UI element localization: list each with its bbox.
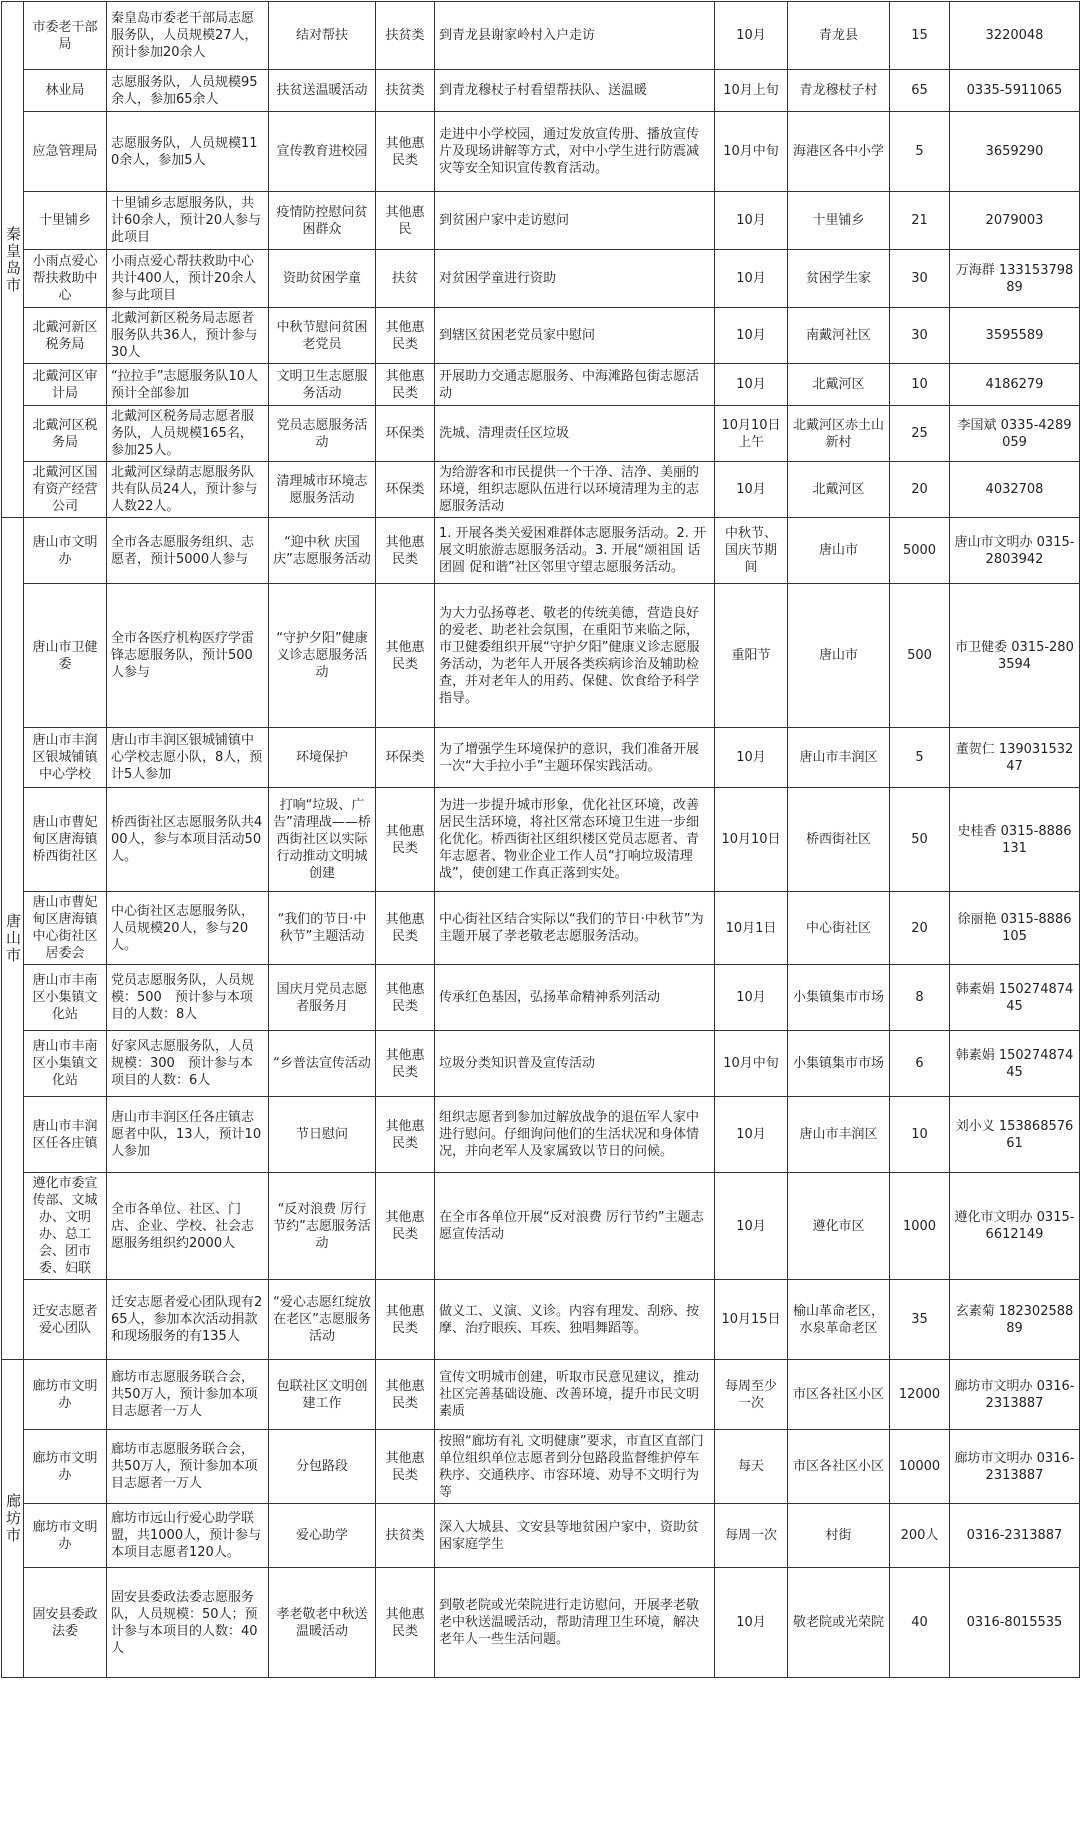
team-cell: 志愿服务队，人员规模110余人，参加5人 (107, 112, 269, 192)
type-cell: 其他惠民类 (376, 1097, 435, 1173)
place-cell: 榆山革命老区，水泉革命老区 (788, 1280, 890, 1360)
count-cell: 30 (890, 308, 950, 364)
contact-cell: 0316-2313887 (950, 1504, 1080, 1568)
count-cell: 50 (890, 788, 950, 892)
place-cell: 唐山市丰润区 (788, 1097, 890, 1173)
time-cell: 10月 (715, 1568, 788, 1678)
time-cell: 10月上旬 (715, 70, 788, 112)
team-cell: 北戴河区绿荫志愿服务队共有队员24人，预计参与人数22人。 (107, 462, 269, 518)
time-cell: 10月 (715, 1097, 788, 1173)
type-cell: 其他惠民类 (376, 788, 435, 892)
org-cell: 遵化市委宣传部、文城办、文明办、总工会、团市委、妇联 (24, 1173, 107, 1280)
time-cell: 10月 (715, 364, 788, 406)
table-row (2, 1430, 1080, 1504)
project-cell: 包联社区文明创建工作 (269, 1360, 376, 1430)
org-cell: 固安县委政法委 (24, 1568, 107, 1678)
type-cell: 其他惠民类 (376, 1430, 435, 1504)
team-cell: 固安县委政法委志愿服务队，人员规模：50人；预计参与本项目的人数：40人 (107, 1568, 269, 1678)
place-cell: 市区各社区小区 (788, 1430, 890, 1504)
contact-cell: 史桂香 0315-8886131 (950, 788, 1080, 892)
contact-cell: 3595589 (950, 308, 1080, 364)
content-cell: 为大力弘扬尊老、敬老的传统美德，营造良好的爱老、助老社会氛围，在重阳节来临之际，市卫健委组织开展“守护夕阳”健康义诊志愿服务活动，为老年人开展各类疾病诊治及辅助检查，并对老年人的用药、保健、饮食给予科学指导。 (435, 584, 715, 728)
org-cell: 林业局 (24, 70, 107, 112)
table-row (2, 70, 1080, 112)
team-cell: 迁安志愿者爱心团队现有265人，参加本次活动捐款和现场服务的有135人 (107, 1280, 269, 1360)
content-cell: 1. 开展各类关爱困难群体志愿服务活动。2. 开展文明旅游志愿服务活动。3. 开展“颂祖国 话团圆 促和谐”社区邻里守望志愿服务活动。 (435, 518, 715, 584)
org-cell: 唐山市曹妃甸区唐海镇中心街社区居委会 (24, 892, 107, 965)
contact-cell: 3659290 (950, 112, 1080, 192)
contact-cell: 韩素娟 15027487445 (950, 1031, 1080, 1097)
type-cell: 其他惠民类 (376, 1568, 435, 1678)
org-cell: 唐山市卫健委 (24, 584, 107, 728)
place-cell: 小集镇集市市场 (788, 1031, 890, 1097)
org-cell: 唐山市丰润区银城铺镇中心学校 (24, 728, 107, 788)
project-cell: 疫情防控慰问贫困群众 (269, 192, 376, 250)
count-cell: 1000 (890, 1173, 950, 1280)
team-cell: 好家风志愿服务队，人员规模：300 预计参与本项目的人数：6人 (107, 1031, 269, 1097)
table-row (2, 518, 1080, 584)
table-row (2, 728, 1080, 788)
contact-cell: 0316-8015535 (950, 1568, 1080, 1678)
org-cell: 十里铺乡 (24, 192, 107, 250)
count-cell: 10 (890, 1097, 950, 1173)
count-cell: 200人 (890, 1504, 950, 1568)
place-cell: 青龙县 (788, 2, 890, 70)
project-cell: 爱心助学 (269, 1504, 376, 1568)
table-row (2, 1031, 1080, 1097)
org-cell: 市委老干部局 (24, 2, 107, 70)
team-cell: 廊坊市远山行爱心助学联盟，共1000人，预计参与本项目志愿者120人。 (107, 1504, 269, 1568)
team-cell: 唐山市丰润区任各庄镇志愿者中队，13人，预计10人参加 (107, 1097, 269, 1173)
contact-cell: 韩素娟 15027487445 (950, 965, 1080, 1031)
type-cell: 环保类 (376, 462, 435, 518)
type-cell: 其他惠民类 (376, 364, 435, 406)
content-cell: 为给游客和市民提供一个干净、洁净、美丽的环境，组织志愿队伍进行以环境清理为主的志愿服务活动 (435, 462, 715, 518)
time-cell: 10月1日 (715, 892, 788, 965)
org-cell: 唐山市曹妃甸区唐海镇桥西街社区 (24, 788, 107, 892)
time-cell: 每周至少一次 (715, 1360, 788, 1430)
table-row (2, 892, 1080, 965)
project-cell: 中秋节慰问贫困老党员 (269, 308, 376, 364)
city-cell: 秦皇岛市 (2, 2, 24, 518)
project-cell: “爱心志愿红绽放在老区”志愿服务活动 (269, 1280, 376, 1360)
type-cell: 扶贫类 (376, 2, 435, 70)
contact-cell: 4032708 (950, 462, 1080, 518)
type-cell: 扶贫 (376, 250, 435, 308)
contact-cell: 廊坊市文明办 0316-2313887 (950, 1430, 1080, 1504)
table-row (2, 965, 1080, 1031)
time-cell: 中秋节、国庆节期间 (715, 518, 788, 584)
time-cell: 10月中旬 (715, 112, 788, 192)
time-cell: 10月10日上午 (715, 406, 788, 462)
time-cell: 每周一次 (715, 1504, 788, 1568)
contact-cell: 玄素菊 18230258889 (950, 1280, 1080, 1360)
type-cell: 环保类 (376, 728, 435, 788)
type-cell: 其他惠民类 (376, 518, 435, 584)
count-cell: 10000 (890, 1430, 950, 1504)
content-cell: 组织志愿者到参加过解放战争的退伍军人家中进行慰问。仔细询问他们的生活状况和身体情况，并向老军人及家属致以节日的问候。 (435, 1097, 715, 1173)
team-cell: 全市各单位、社区、门店、企业、学校、社会志愿服务组织约2000人 (107, 1173, 269, 1280)
table-row (2, 192, 1080, 250)
count-cell: 15 (890, 2, 950, 70)
contact-cell: 徐丽艳 0315-8886105 (950, 892, 1080, 965)
count-cell: 12000 (890, 1360, 950, 1430)
place-cell: 十里铺乡 (788, 192, 890, 250)
project-cell: 结对帮扶 (269, 2, 376, 70)
count-cell: 6 (890, 1031, 950, 1097)
type-cell: 环保类 (376, 406, 435, 462)
type-cell: 扶贫类 (376, 70, 435, 112)
type-cell: 扶贫类 (376, 1504, 435, 1568)
place-cell: 遵化市区 (788, 1173, 890, 1280)
team-cell: 十里铺乡志愿服务队，共计60余人，预计20人参与此项目 (107, 192, 269, 250)
project-cell: 党员志愿服务活动 (269, 406, 376, 462)
org-cell: 北戴河区税务局 (24, 406, 107, 462)
contact-cell: 刘小义 15386857661 (950, 1097, 1080, 1173)
table-row (2, 308, 1080, 364)
time-cell: 10月 (715, 250, 788, 308)
content-cell: 按照“廊坊有礼 文明健康”要求，市直区直部门单位组织单位志愿者到分包路段监督维护停车秩序、交通秩序、市容环境、劝导不文明行为等 (435, 1430, 715, 1504)
org-cell: 迁安志愿者爱心团队 (24, 1280, 107, 1360)
contact-cell: 遵化市文明办 0315-6612149 (950, 1173, 1080, 1280)
team-cell: 中心街社区志愿服务队，人员规模20人，参与20人。 (107, 892, 269, 965)
content-cell: 中心街社区结合实际以“我们的节日·中秋节”为主题开展了孝老敬老志愿服务活动。 (435, 892, 715, 965)
project-cell: 孝老敬老中秋送温暖活动 (269, 1568, 376, 1678)
place-cell: 唐山市 (788, 584, 890, 728)
project-cell: 节日慰问 (269, 1097, 376, 1173)
table-row (2, 1568, 1080, 1678)
content-cell: 为进一步提升城市形象，优化社区环境，改善居民生活环境，将社区常态环境卫生进一步细化优化。桥西街社区组织楼区党员志愿者、青年志愿者、物业企业工作人员“打响垃圾清理战”，使创建工作真正落到实处。 (435, 788, 715, 892)
time-cell: 每天 (715, 1430, 788, 1504)
project-cell: “我们的节日·中秋节”主题活动 (269, 892, 376, 965)
content-cell: 开展助力交通志愿服务、中海滩路包街志愿活动 (435, 364, 715, 406)
org-cell: 唐山市丰南区小集镇文化站 (24, 1031, 107, 1097)
contact-cell: 2079003 (950, 192, 1080, 250)
contact-cell: 市卫健委 0315-2803594 (950, 584, 1080, 728)
org-cell: 唐山市丰润区任各庄镇 (24, 1097, 107, 1173)
team-cell: “拉拉手”志愿服务队10人预计全部参加 (107, 364, 269, 406)
contact-cell: 李国斌 0335-4289059 (950, 406, 1080, 462)
table-row (2, 462, 1080, 518)
team-cell: 党员志愿服务队，人员规模：500 预计参与本项目的人数：8人 (107, 965, 269, 1031)
time-cell: 10月 (715, 2, 788, 70)
team-cell: 廊坊市志愿服务联合会，共50万人，预计参加本项目志愿者一万人 (107, 1360, 269, 1430)
count-cell: 35 (890, 1280, 950, 1360)
time-cell: 10月中旬 (715, 1031, 788, 1097)
type-cell: 其他惠民类 (376, 112, 435, 192)
type-cell: 其他惠民类 (376, 892, 435, 965)
place-cell: 北戴河区赤土山新村 (788, 406, 890, 462)
type-cell: 其他惠民类 (376, 584, 435, 728)
content-cell: 为了增强学生环境保护的意识，我们准备开展一次“大手拉小手”主题环保实践活动。 (435, 728, 715, 788)
place-cell: 敬老院或光荣院 (788, 1568, 890, 1678)
project-cell: “乡普法宣传活动 (269, 1031, 376, 1097)
content-cell: 到敬老院或光荣院进行走访慰问，开展孝老敬老中秋送温暖活动，帮助清理卫生环境，解决老年人一些生活问题。 (435, 1568, 715, 1678)
place-cell: 唐山市 (788, 518, 890, 584)
content-cell: 到青龙县谢家岭村入户走访 (435, 2, 715, 70)
org-cell: 唐山市丰南区小集镇文化站 (24, 965, 107, 1031)
type-cell: 其他惠民类 (376, 1173, 435, 1280)
content-cell: 做义工、义演、义诊。内容有理发、刮痧、按摩、治疗眼疾、耳疾、独唱舞蹈等。 (435, 1280, 715, 1360)
place-cell: 小集镇集市市场 (788, 965, 890, 1031)
count-cell: 5000 (890, 518, 950, 584)
org-cell: 北戴河区审计局 (24, 364, 107, 406)
count-cell: 8 (890, 965, 950, 1031)
project-cell: 文明卫生志愿服务活动 (269, 364, 376, 406)
time-cell: 10月10日 (715, 788, 788, 892)
type-cell: 其他惠民类 (376, 1360, 435, 1430)
contact-cell: 廊坊市文明办 0316-2313887 (950, 1360, 1080, 1430)
content-cell: 深入大城县、文安县等地贫困户家中，资助贫困家庭学生 (435, 1504, 715, 1568)
team-cell: 北戴河新区税务局志愿者服务队共36人，预计参与30人 (107, 308, 269, 364)
city-cell: 廊坊市 (2, 1360, 24, 1678)
content-cell: 到辖区贫困老党员家中慰问 (435, 308, 715, 364)
count-cell: 5 (890, 728, 950, 788)
contact-cell: 万海群 13315379889 (950, 250, 1080, 308)
time-cell: 10月 (715, 462, 788, 518)
contact-cell: 3220048 (950, 2, 1080, 70)
table-row (2, 1173, 1080, 1280)
place-cell: 贫困学生家 (788, 250, 890, 308)
content-cell: 垃圾分类知识普及宣传活动 (435, 1031, 715, 1097)
org-cell: 北戴河新区税务局 (24, 308, 107, 364)
count-cell: 25 (890, 406, 950, 462)
count-cell: 30 (890, 250, 950, 308)
org-cell: 廊坊市文明办 (24, 1430, 107, 1504)
project-cell: “反对浪费 厉行节约”志愿服务活动 (269, 1173, 376, 1280)
place-cell: 唐山市丰润区 (788, 728, 890, 788)
place-cell: 中心街社区 (788, 892, 890, 965)
project-cell: 国庆月党员志愿者服务月 (269, 965, 376, 1031)
team-cell: 北戴河区税务局志愿者服务队，人员规模165名，参加25人。 (107, 406, 269, 462)
count-cell: 20 (890, 892, 950, 965)
table-row (2, 406, 1080, 462)
place-cell: 村街 (788, 1504, 890, 1568)
project-cell: 宣传教育进校园 (269, 112, 376, 192)
time-cell: 10月 (715, 1173, 788, 1280)
project-cell: 清理城市环境志愿服务活动 (269, 462, 376, 518)
table-row (2, 2, 1080, 70)
count-cell: 40 (890, 1568, 950, 1678)
team-cell: 小雨点爱心帮扶救助中心共计400人，预计20余人参与此项目 (107, 250, 269, 308)
type-cell: 其他惠民类 (376, 965, 435, 1031)
team-cell: 志愿服务队，人员规模95余人，参加65余人 (107, 70, 269, 112)
table-row (2, 1097, 1080, 1173)
team-cell: 廊坊市志愿服务联合会，共50万人，预计参加本项目志愿者一万人 (107, 1430, 269, 1504)
org-cell: 唐山市文明办 (24, 518, 107, 584)
org-cell: 应急管理局 (24, 112, 107, 192)
place-cell: 海港区各中小学 (788, 112, 890, 192)
count-cell: 5 (890, 112, 950, 192)
team-cell: 全市各志愿服务组织、志愿者，预计5000人参与 (107, 518, 269, 584)
org-cell: 北戴河区国有资产经营公司 (24, 462, 107, 518)
table-row (2, 112, 1080, 192)
project-cell: 分包路段 (269, 1430, 376, 1504)
table-row (2, 1504, 1080, 1568)
contact-cell: 4186279 (950, 364, 1080, 406)
count-cell: 65 (890, 70, 950, 112)
type-cell: 其他惠民类 (376, 1280, 435, 1360)
contact-cell: 0335-5911065 (950, 70, 1080, 112)
type-cell: 其他惠民类 (376, 1031, 435, 1097)
content-cell: 传承红色基因，弘扬革命精神系列活动 (435, 965, 715, 1031)
time-cell: 10月 (715, 728, 788, 788)
place-cell: 青龙穆杖子村 (788, 70, 890, 112)
project-cell: “迎中秋 庆国庆”志愿服务活动 (269, 518, 376, 584)
table-body (2, 2, 1080, 1678)
team-cell: 秦皇岛市委老干部局志愿服务队，人员规模27人，预计参加20余人 (107, 2, 269, 70)
team-cell: 全市各医疗机构医疗学雷锋志愿服务队，预计500人参与 (107, 584, 269, 728)
org-cell: 廊坊市文明办 (24, 1360, 107, 1430)
project-cell: 资助贫困学童 (269, 250, 376, 308)
project-cell: 环境保护 (269, 728, 376, 788)
org-cell: 小雨点爱心帮扶救助中心 (24, 250, 107, 308)
time-cell: 10月 (715, 192, 788, 250)
project-cell: 扶贫送温暖活动 (269, 70, 376, 112)
team-cell: 唐山市丰润区银城铺镇中心学校志愿小队，8人，预计5人参加 (107, 728, 269, 788)
project-cell: “守护夕阳”健康义诊志愿服务活动 (269, 584, 376, 728)
contact-cell: 唐山市文明办 0315-2803942 (950, 518, 1080, 584)
count-cell: 10 (890, 364, 950, 406)
type-cell: 其他惠民 (376, 192, 435, 250)
city-cell: 唐山市 (2, 518, 24, 1360)
content-cell: 走进中小学校园，通过发放宣传册、播放宣传片及现场讲解等方式，对中小学生进行防震减灾等安全知识宣传教育活动。 (435, 112, 715, 192)
table-row (2, 250, 1080, 308)
content-cell: 洗城、清理责任区垃圾 (435, 406, 715, 462)
team-cell: 桥西街社区志愿服务队共400人，参与本项目活动50人。 (107, 788, 269, 892)
place-cell: 南戴河社区 (788, 308, 890, 364)
place-cell: 桥西街社区 (788, 788, 890, 892)
content-cell: 到青龙穆杖子村看望帮扶队、送温暖 (435, 70, 715, 112)
count-cell: 21 (890, 192, 950, 250)
count-cell: 20 (890, 462, 950, 518)
volunteer-activity-table (1, 1, 1080, 1678)
table-row (2, 788, 1080, 892)
time-cell: 10月15日 (715, 1280, 788, 1360)
org-cell: 廊坊市文明办 (24, 1504, 107, 1568)
table-row (2, 584, 1080, 728)
content-cell: 到贫困户家中走访慰问 (435, 192, 715, 250)
project-cell: 打响“垃圾、广告”清理战——桥西街社区以实际行动推动文明城创建 (269, 788, 376, 892)
time-cell: 10月 (715, 308, 788, 364)
contact-cell: 董贺仁 13903153247 (950, 728, 1080, 788)
time-cell: 10月 (715, 965, 788, 1031)
time-cell: 重阳节 (715, 584, 788, 728)
type-cell: 其他惠民类 (376, 308, 435, 364)
place-cell: 北戴河区 (788, 364, 890, 406)
place-cell: 北戴河区 (788, 462, 890, 518)
table-row (2, 1280, 1080, 1360)
content-cell: 对贫困学童进行资助 (435, 250, 715, 308)
table-row (2, 364, 1080, 406)
content-cell: 宣传文明城市创建，听取市民意见建议，推动社区完善基础设施、改善环境，提升市民文明素质 (435, 1360, 715, 1430)
count-cell: 500 (890, 584, 950, 728)
place-cell: 市区各社区小区 (788, 1360, 890, 1430)
table-row (2, 1360, 1080, 1430)
content-cell: 在全市各单位开展“反对浪费 厉行节约”主题志愿宣传活动 (435, 1173, 715, 1280)
